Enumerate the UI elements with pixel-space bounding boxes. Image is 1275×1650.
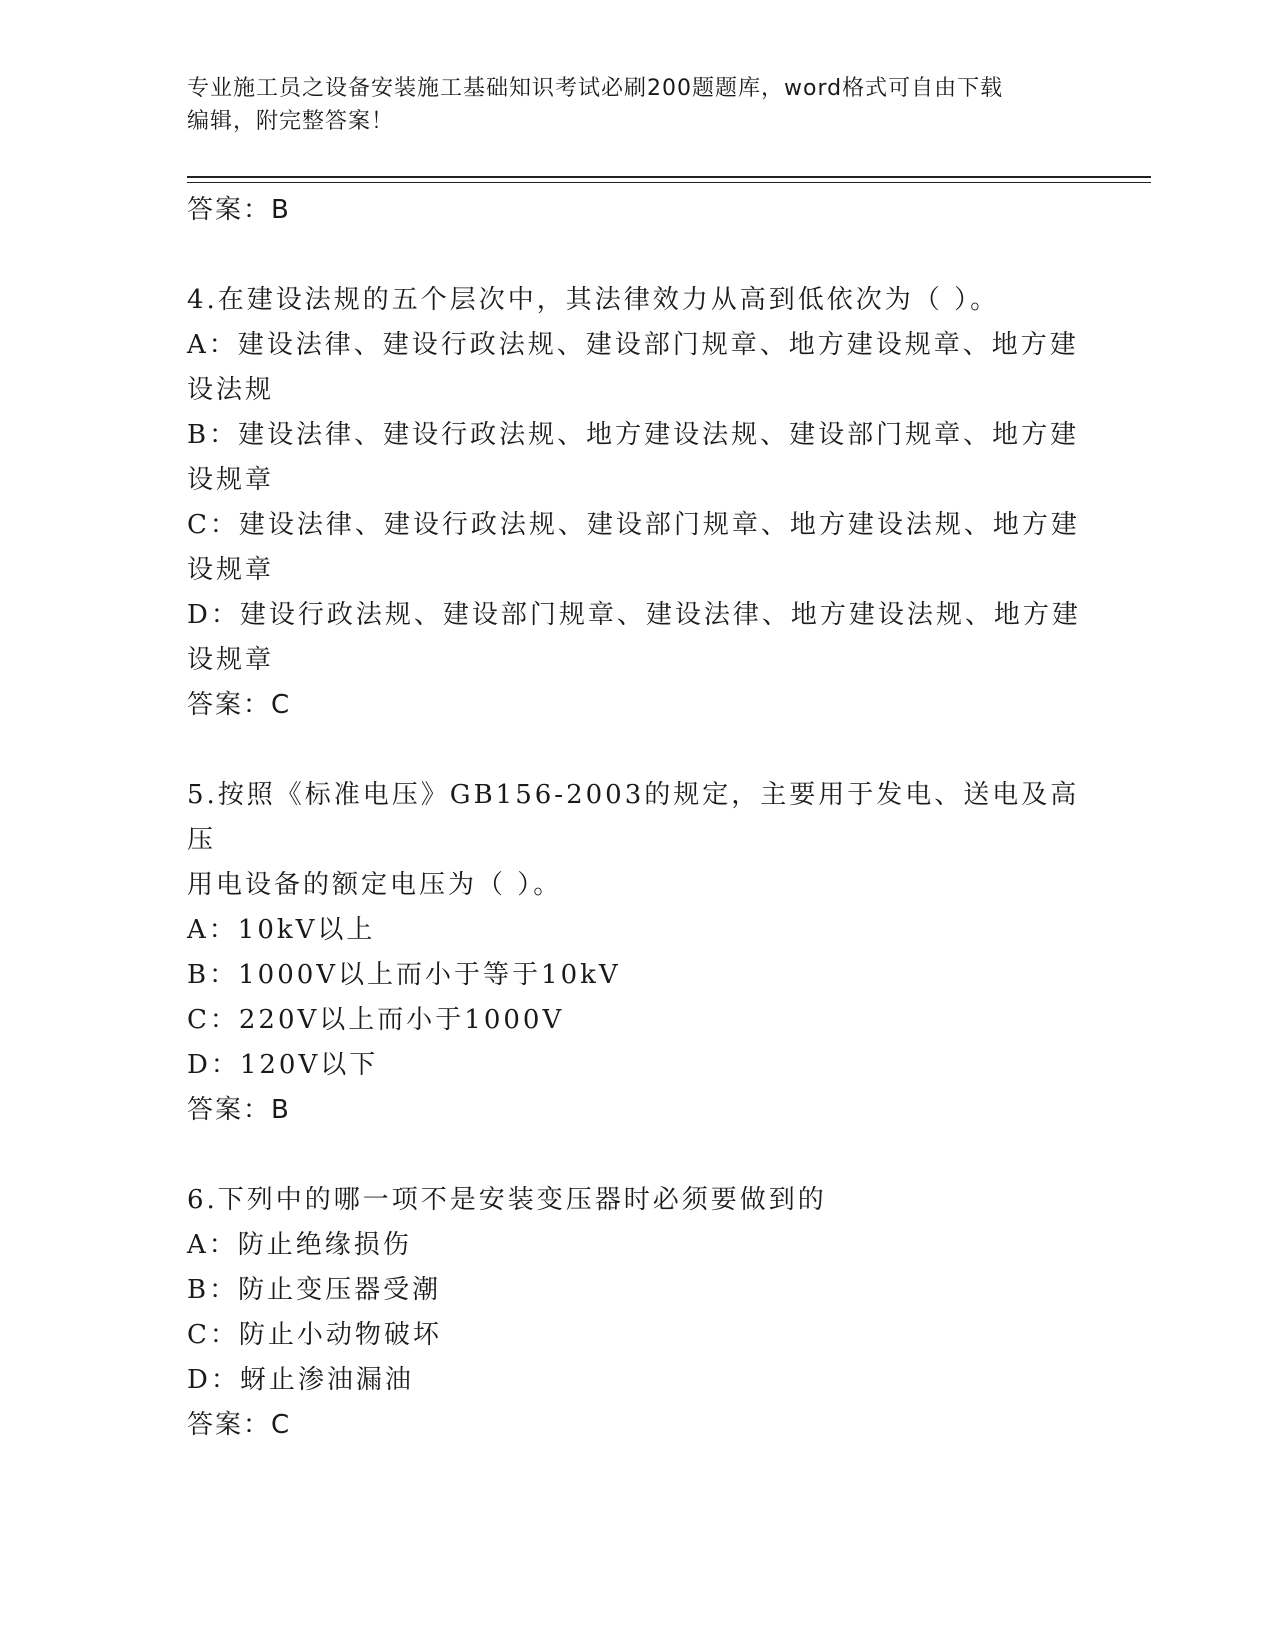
option-d bbox=[187, 593, 1087, 683]
option-text: A：建设法律、建设行政法规、建设部门规章、地方建设规章、地方建 bbox=[187, 330, 1079, 360]
option-text-continued: 设规章 bbox=[187, 555, 275, 585]
option-c bbox=[187, 503, 1087, 593]
option-a: A：防止绝缘损伤 bbox=[187, 1230, 412, 1260]
answer-label: 答案：C bbox=[187, 1410, 292, 1440]
option-b bbox=[187, 413, 1087, 503]
question-4 bbox=[187, 278, 1087, 728]
option-a bbox=[187, 323, 1087, 413]
option-text: C：建设法律、建设行政法规、建设部门规章、地方建设法规、地方建 bbox=[187, 510, 1080, 540]
header-divider-thick bbox=[187, 176, 1151, 178]
spacer bbox=[187, 233, 1087, 278]
header-divider-thin bbox=[187, 182, 1151, 183]
option-d: D：蚜止渗油漏油 bbox=[187, 1365, 414, 1395]
question-stem: 5.按照《标准电压》GB156-2003的规定，主要用于发电、送电及高压 bbox=[187, 780, 1080, 855]
option-text-continued: 设法规 bbox=[187, 375, 275, 405]
spacer bbox=[187, 728, 1087, 773]
previous-answer: 答案：B bbox=[187, 195, 291, 225]
option-a: A：10kV以上 bbox=[187, 915, 376, 945]
document-header bbox=[187, 72, 1057, 138]
answer-label: 答案：B bbox=[187, 1095, 291, 1125]
spacer bbox=[187, 1133, 1087, 1178]
question-stem: 4.在建设法规的五个层次中，其法律效力从高到低依次为（ ）。 bbox=[187, 285, 1000, 315]
option-text: D：建设行政法规、建设部门规章、建设法律、地方建设法规、地方建 bbox=[187, 600, 1081, 630]
option-text-continued: 设规章 bbox=[187, 465, 275, 495]
option-text-continued: 设规章 bbox=[187, 645, 275, 675]
question-6 bbox=[187, 1178, 1087, 1448]
header-title-line-2: 编辑，附完整答案！ bbox=[187, 109, 395, 134]
document-body bbox=[187, 188, 1087, 1448]
option-text: B：建设法律、建设行政法规、地方建设法规、建设部门规章、地方建 bbox=[187, 420, 1080, 450]
question-stem: 6.下列中的哪一项不是安装变压器时必须要做到的 bbox=[187, 1185, 827, 1215]
answer-label: 答案：C bbox=[187, 690, 292, 720]
option-c: C：防止小动物破坏 bbox=[187, 1320, 442, 1350]
option-b: B：防止变压器受潮 bbox=[187, 1275, 442, 1305]
option-d: D：120V以下 bbox=[187, 1050, 379, 1080]
question-stem-continued: 用电设备的额定电压为（ ）。 bbox=[187, 870, 563, 900]
option-c: C：220V以上而小于1000V bbox=[187, 1005, 565, 1035]
question-5 bbox=[187, 773, 1087, 1133]
option-b: B：1000V以上而小于等于10kV bbox=[187, 960, 621, 990]
header-title-line-1: 专业施工员之设备安装施工基础知识考试必刷200题题库，word格式可自由下载 bbox=[187, 76, 1004, 101]
